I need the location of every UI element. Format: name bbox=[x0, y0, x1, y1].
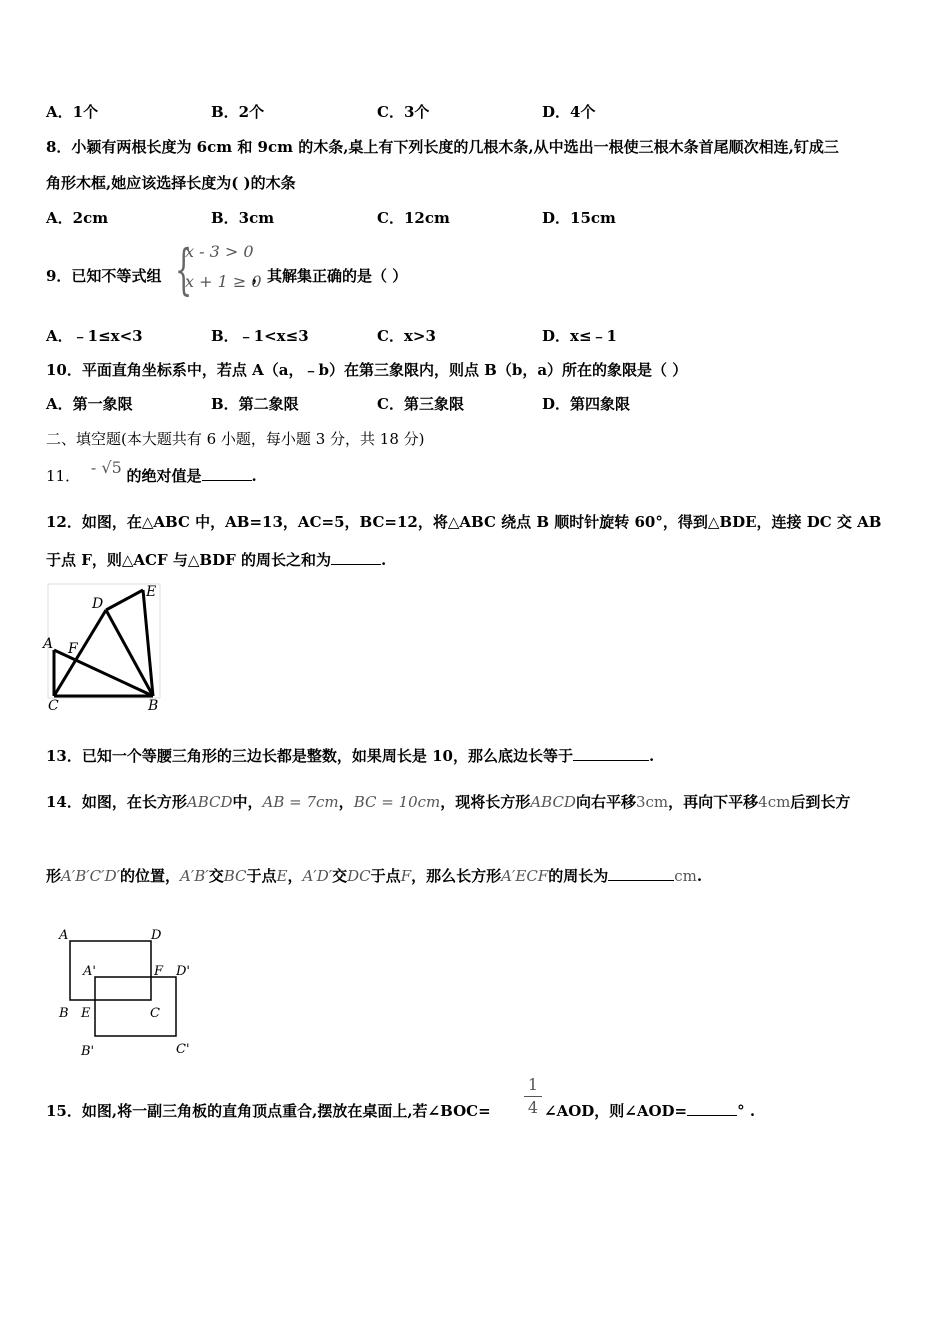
q14-l1-e: 向右平移 bbox=[575, 793, 636, 811]
q8-option-c: C．12cm bbox=[377, 209, 450, 227]
q12-segment-de bbox=[106, 590, 143, 610]
q9-option-c: C．x>3 bbox=[377, 327, 436, 345]
q14-line1 bbox=[46, 792, 850, 812]
q15-fraction-numerator: 1 bbox=[527, 1075, 539, 1094]
q15-answer-blank bbox=[687, 1101, 737, 1116]
q14-label-b: B bbox=[59, 1006, 69, 1021]
q7-option-c: C．3个 bbox=[377, 103, 430, 121]
q12-triangle-figure bbox=[40, 578, 170, 718]
q12-label-f: F bbox=[68, 641, 78, 657]
q12-answer-blank bbox=[331, 550, 381, 565]
q14-l2-math-bc: BC bbox=[223, 867, 247, 885]
q15-text2: ∠AOD，则∠AOD= bbox=[544, 1102, 688, 1120]
q12-line2 bbox=[46, 550, 386, 570]
q9-option-d: D．x≤﹣1 bbox=[542, 327, 617, 345]
q14-l1-b: 中， bbox=[232, 793, 263, 811]
q14-l2-math-dc: DC bbox=[347, 867, 371, 885]
q14-l2-math-ad: A′D′ bbox=[302, 867, 333, 885]
q14-l2-b: 的位置， bbox=[120, 867, 181, 885]
q14-label-a: A bbox=[59, 928, 69, 943]
q12-line1: 12．如图，在△ABC 中，AB=13，AC=5，BC=12，将△ABC 绕点 B 顺时针旋转 60°，得到△BDE，连接 DC 交 AB bbox=[46, 513, 882, 531]
q14-line2 bbox=[46, 866, 702, 886]
q12-end: . bbox=[380, 551, 387, 569]
q10-option-c: C．第三象限 bbox=[377, 395, 464, 413]
q14-l1-math-ab: AB = 7cm bbox=[262, 793, 339, 811]
q14-l2-end: . bbox=[696, 867, 703, 885]
q14-l1-g: 后到长方 bbox=[790, 793, 851, 811]
q12-label-a: A bbox=[43, 636, 54, 652]
q14-l2-math-rect: A′B′C′D′ bbox=[61, 867, 120, 885]
q11-answer-blank bbox=[202, 466, 252, 481]
q14-l2-math-ab: A′B′ bbox=[180, 867, 209, 885]
q9-prefix: 9．已知不等式组 bbox=[46, 267, 162, 285]
q9-suffix: ，其解集正确的是（ ） bbox=[252, 267, 408, 285]
q14-l1-a: 14．如图，在长方形 bbox=[46, 793, 187, 811]
q14-l2-i: 的周长为 bbox=[548, 867, 609, 885]
q14-l1-math-abcd-2: ABCD bbox=[530, 793, 576, 811]
q8-option-d: D．15cm bbox=[542, 209, 616, 227]
q14-l1-math-3cm: 3cm bbox=[635, 793, 669, 811]
q14-l2-a: 形 bbox=[46, 867, 62, 885]
q12-line2-text: 于点 F，则△ACF 与△BDF 的周长之和为 bbox=[46, 551, 331, 569]
q14-l2-math-e: E bbox=[276, 867, 288, 885]
q7-option-a: A．1个 bbox=[46, 103, 99, 121]
q11 bbox=[46, 458, 257, 486]
q14-answer-blank bbox=[608, 866, 674, 881]
q13-end: . bbox=[648, 747, 655, 765]
q9-equation-1: x - 3 > 0 bbox=[185, 242, 254, 261]
q14-l2-math-f: F bbox=[400, 867, 412, 885]
q14-l1-math-abcd: ABCD bbox=[186, 793, 233, 811]
q14-rectangle-a-b-c-d-prime bbox=[95, 977, 176, 1036]
q9-brace: { bbox=[175, 238, 193, 301]
q10-option-b: B．第二象限 bbox=[211, 395, 299, 413]
q14-label-c-prime: C' bbox=[176, 1042, 190, 1057]
q9-option-b: B．﹣1<x≤3 bbox=[211, 327, 309, 345]
q8-option-a: A．2cm bbox=[46, 209, 109, 227]
q12-label-e: E bbox=[146, 584, 157, 600]
q8-option-b: B．3cm bbox=[211, 209, 275, 227]
q8-line1: 8．小颖有两根长度为 6cm 和 9cm 的木条,桌上有下列长度的几根木条,从中选出一根使三根木条首尾顺次相连,钉成三 bbox=[46, 138, 839, 156]
q13 bbox=[46, 746, 654, 766]
q15-text: 15．如图,将一副三角板的直角顶点重合,摆放在桌面上,若∠BOC= bbox=[46, 1102, 491, 1120]
q14-label-c: C bbox=[150, 1006, 160, 1021]
q10-option-d: D．第四象限 bbox=[542, 395, 631, 413]
q11-number: 11． bbox=[46, 467, 81, 485]
q14-l2-math-aecf: A′ECF bbox=[501, 867, 549, 885]
q14-l2-h: ，那么长方形 bbox=[411, 867, 502, 885]
q15-tail bbox=[544, 1101, 755, 1121]
q7-option-b: B．2个 bbox=[211, 103, 265, 121]
q11-end: . bbox=[251, 467, 257, 485]
q12-label-b: B bbox=[148, 698, 159, 714]
q10-text: 10．平面直角坐标系中，若点 A（a，﹣b）在第三象限内，则点 B（b，a）所在的象限是（ ） bbox=[46, 361, 688, 379]
q15-end: ° . bbox=[737, 1102, 756, 1120]
q14-label-b-prime: B' bbox=[81, 1044, 95, 1059]
q14-l1-c: ， bbox=[338, 793, 354, 811]
q15-fraction-bar bbox=[524, 1096, 542, 1097]
q8-line2: 角形木框,她应该选择长度为( )的木条 bbox=[46, 174, 296, 192]
q14-l2-c: 交 bbox=[208, 867, 224, 885]
q14-label-e: E bbox=[81, 1006, 91, 1021]
q15-fraction bbox=[524, 1076, 542, 1117]
q15-fraction-denominator: 4 bbox=[527, 1098, 539, 1117]
q14-label-a-prime: A' bbox=[83, 964, 96, 979]
q14-rectangles-figure bbox=[55, 925, 205, 1060]
q14-l1-math-bc: BC = 10cm bbox=[353, 793, 441, 811]
q14-l2-unit: cm bbox=[674, 867, 697, 885]
q12-label-c: C bbox=[48, 698, 59, 714]
q12-label-d: D bbox=[92, 596, 104, 612]
q14-l1-math-4cm: 4cm bbox=[758, 793, 791, 811]
q9-equation-2: x + 1 ≥ 0 bbox=[185, 272, 262, 291]
q13-answer-blank bbox=[573, 746, 649, 761]
q14-label-d: D bbox=[151, 928, 162, 943]
q14-label-d-prime: D' bbox=[176, 964, 190, 979]
q14-l2-e: ， bbox=[287, 867, 303, 885]
q14-l1-f: ，再向下平移 bbox=[668, 793, 759, 811]
q14-l2-d: 于点 bbox=[246, 867, 277, 885]
q14-l2-g: 于点 bbox=[370, 867, 401, 885]
section-2-heading: 二、填空题(本大题共有 6 小题，每小题 3 分，共 18 分) bbox=[46, 430, 425, 448]
q14-l1-d: ，现将长方形 bbox=[440, 793, 531, 811]
q9-option-a: A．﹣1≤x<3 bbox=[46, 327, 143, 345]
q14-label-f: F bbox=[154, 964, 164, 979]
q13-text: 13．已知一个等腰三角形的三边长都是整数，如果周长是 10，那么底边长等于 bbox=[46, 747, 573, 765]
q10-option-a: A．第一象限 bbox=[46, 395, 133, 413]
q7-option-d: D．4个 bbox=[542, 103, 596, 121]
q14-l2-f: 交 bbox=[332, 867, 348, 885]
q11-expression: - √5 bbox=[90, 458, 122, 477]
q11-text: 的绝对值是 bbox=[126, 467, 202, 485]
